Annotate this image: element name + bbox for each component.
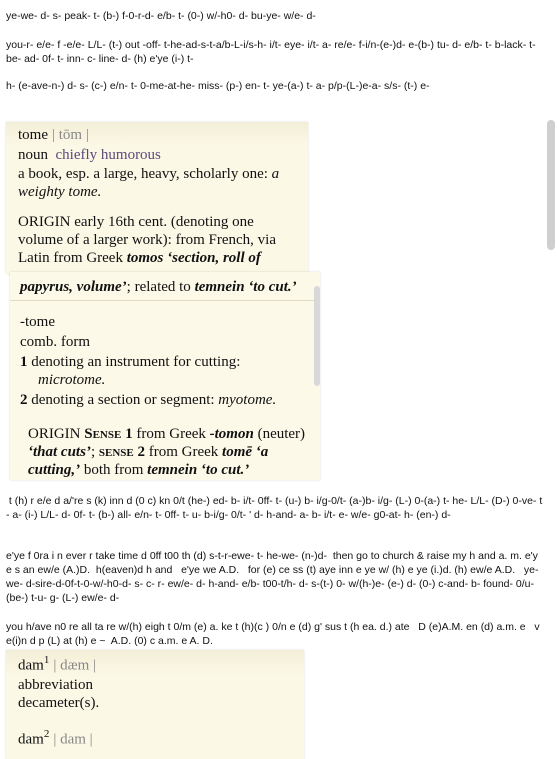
headword: tome <box>18 127 48 143</box>
origin-text: both from <box>83 462 144 478</box>
dictionary-card-tome-combining <box>10 272 320 480</box>
sense-marker: Sense <box>84 426 122 442</box>
part-of-speech: abbreviation <box>18 677 93 694</box>
origin-etymon: tomē ‘a cutting,’ <box>28 444 269 478</box>
headword: dam <box>18 657 44 674</box>
sense-example: myotome. <box>218 392 277 408</box>
origin-text: (neuter) <box>257 426 306 442</box>
part-of-speech: noun <box>18 147 48 163</box>
definition: decameter(s). <box>18 695 100 712</box>
example: a weighty tome. <box>18 166 280 200</box>
origin-etymon: ‘that cuts’ <box>28 444 91 460</box>
origin-etymon: -tomon <box>209 426 254 442</box>
origin-text: from Greek <box>148 444 219 460</box>
origin-text: ; related to <box>126 279 191 295</box>
dictionary-card-tome <box>6 122 308 274</box>
origin-text: early 16th cent. (denoting one volume of a larger work): from French, via Latin from Greek <box>18 214 276 266</box>
sense-example: microtome. <box>38 372 106 388</box>
headword: -tome <box>20 314 55 330</box>
homograph-number: 2 <box>43 728 50 741</box>
scrollbar[interactable] <box>547 120 555 250</box>
card-scrollbar[interactable] <box>314 286 320 386</box>
origin-text: from Greek <box>136 426 206 442</box>
text-line: you h/ave n0 re all ta re w/(h) eigh t 0/m (e) a. ke t (h)(c ) 0/n e (d) g' sus t (h ea. d.) ate D (e)A.M. en (d) a.m. e ve(i)n d p (L) at (h) e ~ A.D. (0) c a.m. e A. D. <box>6 621 540 647</box>
sense-marker: sense <box>98 444 134 460</box>
homograph-number: 1 <box>43 654 50 666</box>
text-line: ye-we- d- s- peak- t- (b-) f-0-r-d- e/b- t- (0-) w/-h0- d- bu-ye- w/e- d- <box>6 10 316 22</box>
pronunciation: | dæm | <box>53 657 97 674</box>
sense-number: 2 <box>137 444 145 460</box>
sense-definition: denoting an instrument for cutting: <box>31 354 241 370</box>
origin-etymon: temnein ‘to cut.’ <box>147 462 250 478</box>
origin-etymon: papyrus, volume’ <box>20 279 127 295</box>
sense-number: 1 <box>125 426 133 442</box>
part-of-speech: comb. form <box>20 334 90 350</box>
sense-number: 1 <box>20 354 28 370</box>
text-line: t (h) r e/e d a/'re s (k) inn d (0 c) kn 0/t (he-) ed- b- i/t- 0ff- t- (u-) b- i/g-0/t- (a-)b- i/g- (L-) 0-(a-) t- he- L/L- (D-) 0-ve- t- a- (i-) L/L- d- 0f- t- (b-) all- e/n- t- 0ff- t- u- b-i/g- 0/t- ' d- h-and- a- b- i/t- e- w/e- g0-at- h- (en-) d- <box>6 495 543 521</box>
sense-definition: denoting a section or segment: <box>31 392 215 408</box>
definition: a book, esp. a large, heavy, scholarly one: <box>18 166 268 182</box>
sense-number: 2 <box>20 392 28 408</box>
dictionary-card-dam <box>6 650 304 759</box>
register-label: chiefly humorous <box>55 147 161 163</box>
text-line: e'ye f 0ra i n ever r take time d 0ff t00 th (d) s-t-r-ewe- t- he-we- (n-)d- then go to church & raise my h and a. m. e'ye s an ew/e (A.)D. h(eaven)d h and e'ye we A.D. for (e) ce ss (t) aye inn e ye w/ (h) e ye (i.)d. (h) ew/e A.D. ye-we- d-sire-d-0f-t-0-w/-h0-d- s- c- r- ew/e- d- h-and- e/b- t00-t/h- d- s-(t-) 0- w/(h-)e- (e-) d- (0-) c-and- b- found- 0/u-(be-) t-u- g- (L-) ew/e- d- <box>6 550 539 604</box>
pronunciation: | tōm | <box>52 127 89 143</box>
origin-etymon: tomos ‘section, roll of <box>126 250 261 266</box>
text-line: h- (e-ave-n-) d- s- (c-) e/n- t- 0-me-at-he- miss- (p-) en- t- ye-(a-) t- a- p/p-(L-)e-a- s/s- (t-) e- <box>6 80 430 92</box>
pronunciation: | dam | <box>53 731 93 748</box>
origin-text: ; <box>90 444 96 460</box>
origin-label: ORIGIN <box>18 214 71 230</box>
origin-etymon: temnein ‘to cut.’ <box>194 279 297 295</box>
origin-label: ORIGIN <box>28 426 81 442</box>
headword: dam <box>18 731 44 748</box>
text-line: you-r- e/e- f -e/e- L/L- (t-) out -off- t-he-ad-s-t-a/b-L-i/s-h- i/t- eye- i/t- a- re/e- f-i/n-(e-)d- e-(b-) tu- d- e/b- t- b-lack- t- be- ad- 0f- t- inn- c- line- d- (h) e'ye (i-) t- <box>6 39 542 65</box>
